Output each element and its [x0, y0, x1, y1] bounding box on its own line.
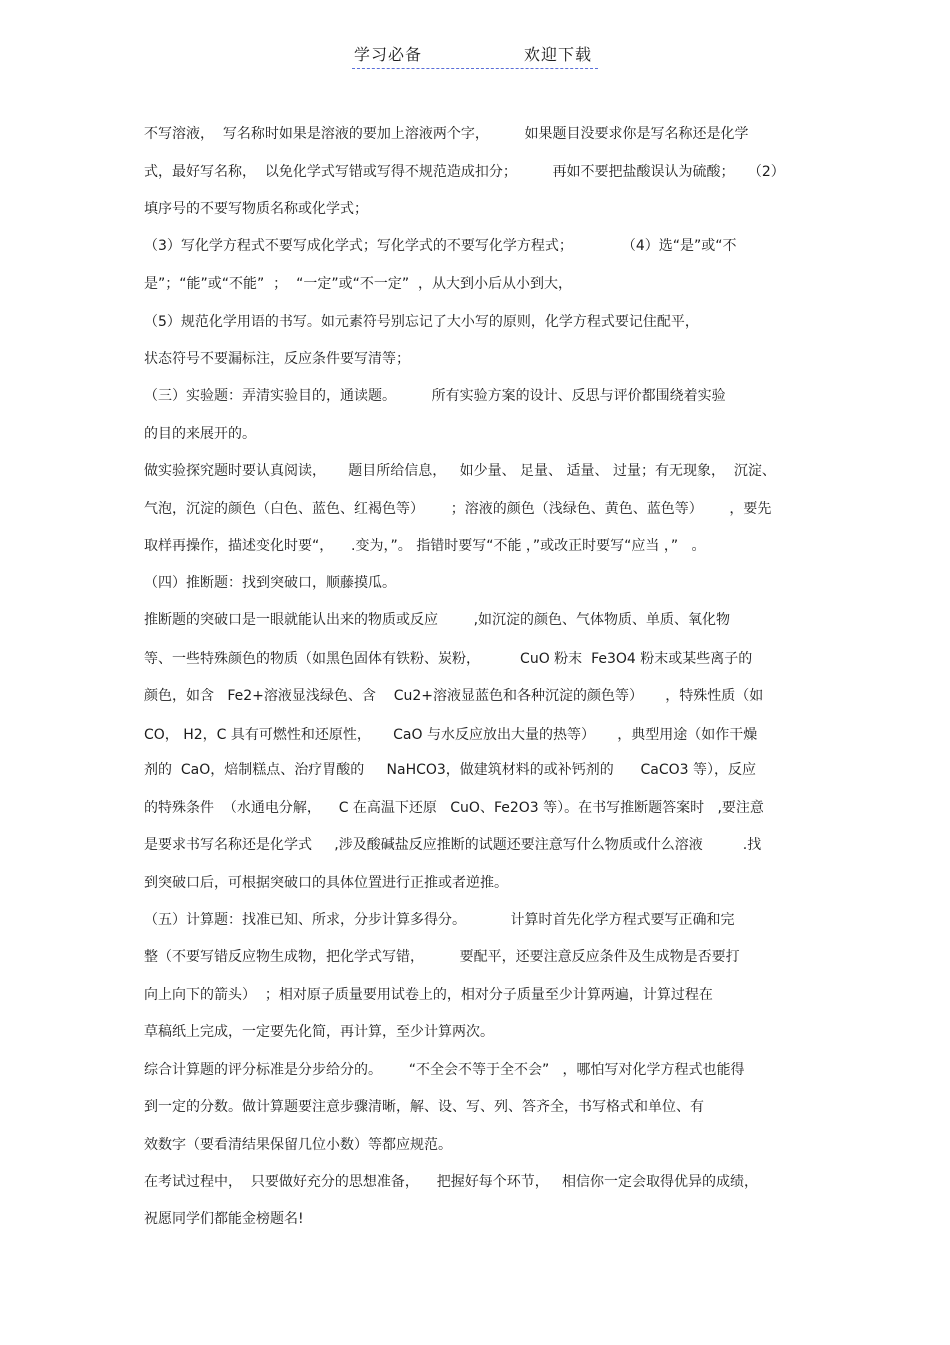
text-line: 气泡，沉淀的颜色（白色、蓝色、红褐色等） ；溶液的颜色（浅绿色、黄色、蓝色等） ，要先 [144, 501, 772, 517]
text-line: 是要求书写名称还是化学式 ,涉及酸碱盐反应推断的试题还要注意写什么物质或什么溶液 .找 [144, 837, 762, 853]
text-line: 向上向下的箭头） ；相对原子质量要用试卷上的，相对分子质量至少计算两遍，计算过程在 [144, 987, 713, 1003]
text-line: 草稿纸上完成，一定要先化简，再计算，至少计算两次。 [144, 1024, 494, 1040]
text-line: 式，最好写名称， 以免化学式写错或写得不规范造成扣分； 再如不要把盐酸误认为硫酸； （2） [144, 164, 785, 180]
text-line: 推断题的突破口是一眼就能认出来的物质或反应 ,如沉淀的颜色、气体物质、单质、氧化物 [144, 612, 731, 628]
text-line: 颜色，如含 Fe2+溶液显浅绿色、含 Cu2+溶液显蓝色和各种沉淀的颜色等） ，特殊性质（如 [144, 688, 764, 704]
page-header [352, 38, 598, 69]
text-line: 剂的 CaO，焙制糕点、治疗胃酸的 NaHCO3，做建筑材料的或补钙剂的 CaCO3 等），反应 [144, 762, 757, 778]
header-right-text: 欢迎下载 [523, 45, 592, 64]
text-line: 的目的来展开的。 [144, 426, 256, 442]
text-line: 是”；“能”或“不能” ； “一定”或“不一定” ，从大到小后从小到大， [144, 276, 572, 292]
text-line: 到一定的分数。做计算题要注意步骤清晰，解、设、写、列、答齐全，书写格式和单位、有 [144, 1099, 704, 1115]
text-line: （5）规范化学用语的书写。如元素符号别忘记了大小写的原则，化学方程式要记住配平， [144, 314, 699, 330]
text-line: 填序号的不要写物质名称或化学式； [144, 201, 368, 217]
text-line: 等、一些特殊颜色的物质（如黑色固体有铁粉、炭粉， CuO 粉末 Fe3O4 粉末或某些离子的 [144, 651, 753, 667]
text-line: 做实验探究题时要认真阅读， 题目所给信息， 如少量、 足量、 适量、 过量；有无现象， 沉淀、 [144, 463, 776, 479]
text-line: CO， H2，C 具有可燃性和还原性， CaO 与水反应放出大量的热等） ，典型用途（如作干燥 [144, 727, 758, 743]
text-line: 取样再操作，描述变化时要“， .变为，”。 指错时要写“不能 ，”或改正时要写“应当 ，” 。 [144, 538, 706, 554]
text-line: 综合计算题的评分标准是分步给分的。 “不全会不等于全不会” ，哪怕写对化学方程式也能得 [144, 1062, 745, 1078]
text-line: 效数字（要看清结果保留几位小数）等都应规范。 [144, 1137, 452, 1153]
header-left-text: 学习必备 [354, 45, 423, 64]
text-line: （三）实验题：弄清实验目的，通读题。 所有实验方案的设计、反思与评价都围绕着实验 [144, 388, 726, 404]
text-line: （3）写化学方程式不要写成化学式；写化学式的不要写化学方程式； （4）选“是”或“不 [144, 238, 737, 254]
text-line: 不写溶液， 写名称时如果是溶液的要加上溶液两个字， 如果题目没要求你是写名称还是化学 [144, 126, 749, 142]
text-line: 在考试过程中， 只要做好充分的思想准备， 把握好每个环节， 相信你一定会取得优异的成绩， [144, 1174, 759, 1190]
text-line: 的特殊条件 （水通电分解， C 在高温下还原 CuO、Fe2O3 等）。在书写推断题答案时 ,要注意 [144, 800, 764, 816]
text-line: 祝愿同学们都能金榜题名! [144, 1211, 304, 1227]
text-line: （四）推断题：找到突破口，顺藤摸瓜。 [144, 575, 396, 591]
text-line: （五）计算题：找准已知、所求，分步计算多得分。 计算时首先化学方程式要写正确和完 [144, 912, 735, 928]
text-line: 整（不要写错反应物生成物，把化学式写错， 要配平，还要注意反应条件及生成物是否要打 [144, 949, 740, 965]
text-line: 状态符号不要漏标注，反应条件要写清等； [144, 351, 410, 367]
text-line: 到突破口后，可根据突破口的具体位置进行正推或者逆推。 [144, 875, 508, 891]
